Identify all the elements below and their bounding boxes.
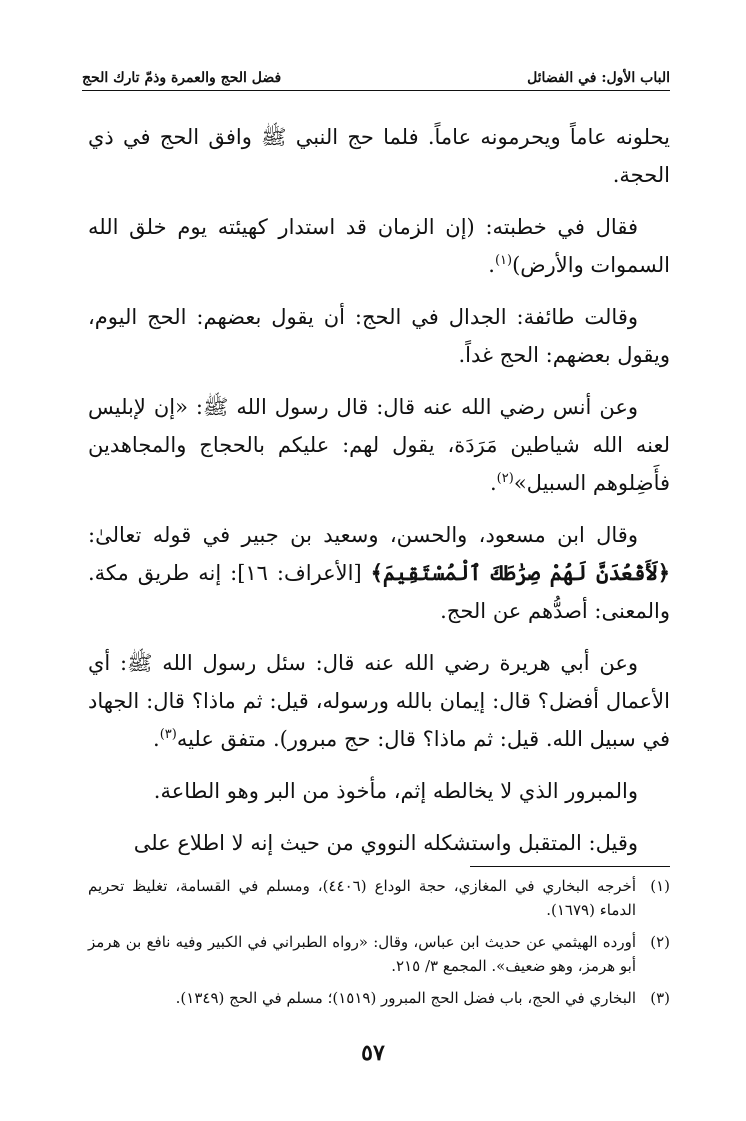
paragraph-7: [88, 772, 670, 810]
paragraph-5: [88, 516, 670, 630]
footnote-text: أخرجه البخاري في المغازي، حجة الوداع (٤٤٠٦)، ومسلم في القسامة، تغليظ تحريم الدماء (١٦٧٩).: [88, 877, 636, 919]
header-chapter: الباب الأول: في الفضائل: [527, 70, 670, 86]
footnote-ref-3[interactable]: (٣): [159, 727, 177, 742]
paragraph-5-cont: [الأعراف: ١٦]: إنه طريق مكة. والمعنى: أصدُّهم عن الحج.: [88, 561, 670, 623]
paragraph-8: [88, 824, 670, 862]
paragraph-4-text: وعن أنس رضي الله عنه قال: قال رسول الله ﷺ: «إن لإبليس لعنه الله شياطين مَرَدَة، يقول لهم: عليكم بالحجاج والمجاهدين فأَضِلوهم السبيل»: [88, 395, 670, 495]
footnote-text: أورده الهيثمي عن حديث ابن عباس، وقال: «رواه الطبراني في الكبير وفيه نافع بن هرمز أبو هرمز، وهو ضعيف». المجمع ٣/ ٢١٥.: [88, 933, 636, 975]
header-section: فضل الحج والعمرة وذمّ تارك الحج: [82, 70, 282, 86]
header-rule: [82, 90, 670, 91]
paragraph-3: [88, 298, 670, 374]
footnote-number: (٢): [650, 933, 670, 951]
footnote-3: [88, 986, 670, 1010]
paragraph-1-text: يحلونه عاماً ويحرمونه عاماً. فلما حج النبي ﷺ وافق الحج في ذي الحجة.: [88, 125, 670, 187]
footnote-number: (٣): [650, 989, 670, 1007]
footnote-text: البخاري في الحج، باب فضل الحج المبرور (١٥١٩)؛ مسلم في الحج (١٣٤٩).: [175, 989, 636, 1007]
main-text: [88, 118, 670, 862]
paragraph-2-text: فقال في خطبته: (إن الزمان قد استدار كهيئته يوم خلق الله السموات والأرض): [88, 215, 670, 277]
footnote-1: [88, 874, 670, 922]
paragraph-5-text: وقال ابن مسعود، والحسن، وسعيد بن جبير في قوله تعالىٰ:: [88, 523, 638, 547]
paragraph-2: فقال في خطبته: (إن الزمان قد استدار كهيئته يوم خلق الله السموات والأرض)$^{(١)}$.: [88, 215, 670, 277]
paragraph-6-text: وعن أبي هريرة رضي الله عنه قال: سئل رسول الله ﷺ: أي الأعمال أفضل؟ قال: إيمان بالله ورسوله، قيل: ثم ماذا؟ قال: الجهاد في سبيل الله. قيل: ثم ماذا؟ قال: حج مبرور). متفق عليه: [88, 651, 670, 751]
footnote-separator: [470, 866, 670, 867]
paragraph-8-text: وقيل: المتقبل واستشكله النووي من حيث إنه لا اطلاع على: [133, 831, 638, 855]
footnotes: [88, 874, 670, 1018]
footnote-ref-1[interactable]: (١): [494, 253, 513, 268]
paragraph-3-text: وقالت طائفة: الجدال في الحج: أن يقول بعضهم: الحج اليوم، ويقول بعضهم: الحج غداً.: [88, 305, 670, 367]
paragraph-1: [88, 118, 670, 194]
paragraph-4: وعن أنس رضي الله عنه قال: قال رسول الله ﷺ: «إن لإبليس لعنه الله شياطين مَرَدَة، يقول لهم: عليكم بالحجاج والمجاهدين فأَضِلوهم السبيل»$^{(٢)}$.: [88, 395, 670, 495]
page-number: ٥٧: [361, 1040, 385, 1066]
footnote-ref-2[interactable]: (٢): [496, 471, 514, 486]
running-header: [82, 58, 670, 86]
footnote-2: [88, 930, 670, 978]
footnote-number: (١): [650, 877, 670, 895]
paragraph-7-text: والمبرور الذي لا يخالطه إثم، مأخوذ من البر وهو الطاعة.: [153, 779, 638, 803]
quran-verse: ﴿لَأَقْعُدَنَّ لَهُمْ صِرَٰطَكَ ٱلْمُسْتَقِيمَ﴾: [370, 560, 670, 585]
paragraph-6: وعن أبي هريرة رضي الله عنه قال: سئل رسول الله ﷺ: أي الأعمال أفضل؟ قال: إيمان بالله ورسوله، قيل: ثم ماذا؟ قال: الجهاد في سبيل الله. قيل: ثم ماذا؟ قال: حج مبرور). متفق عليه$^{(٣)}$.: [88, 651, 670, 751]
